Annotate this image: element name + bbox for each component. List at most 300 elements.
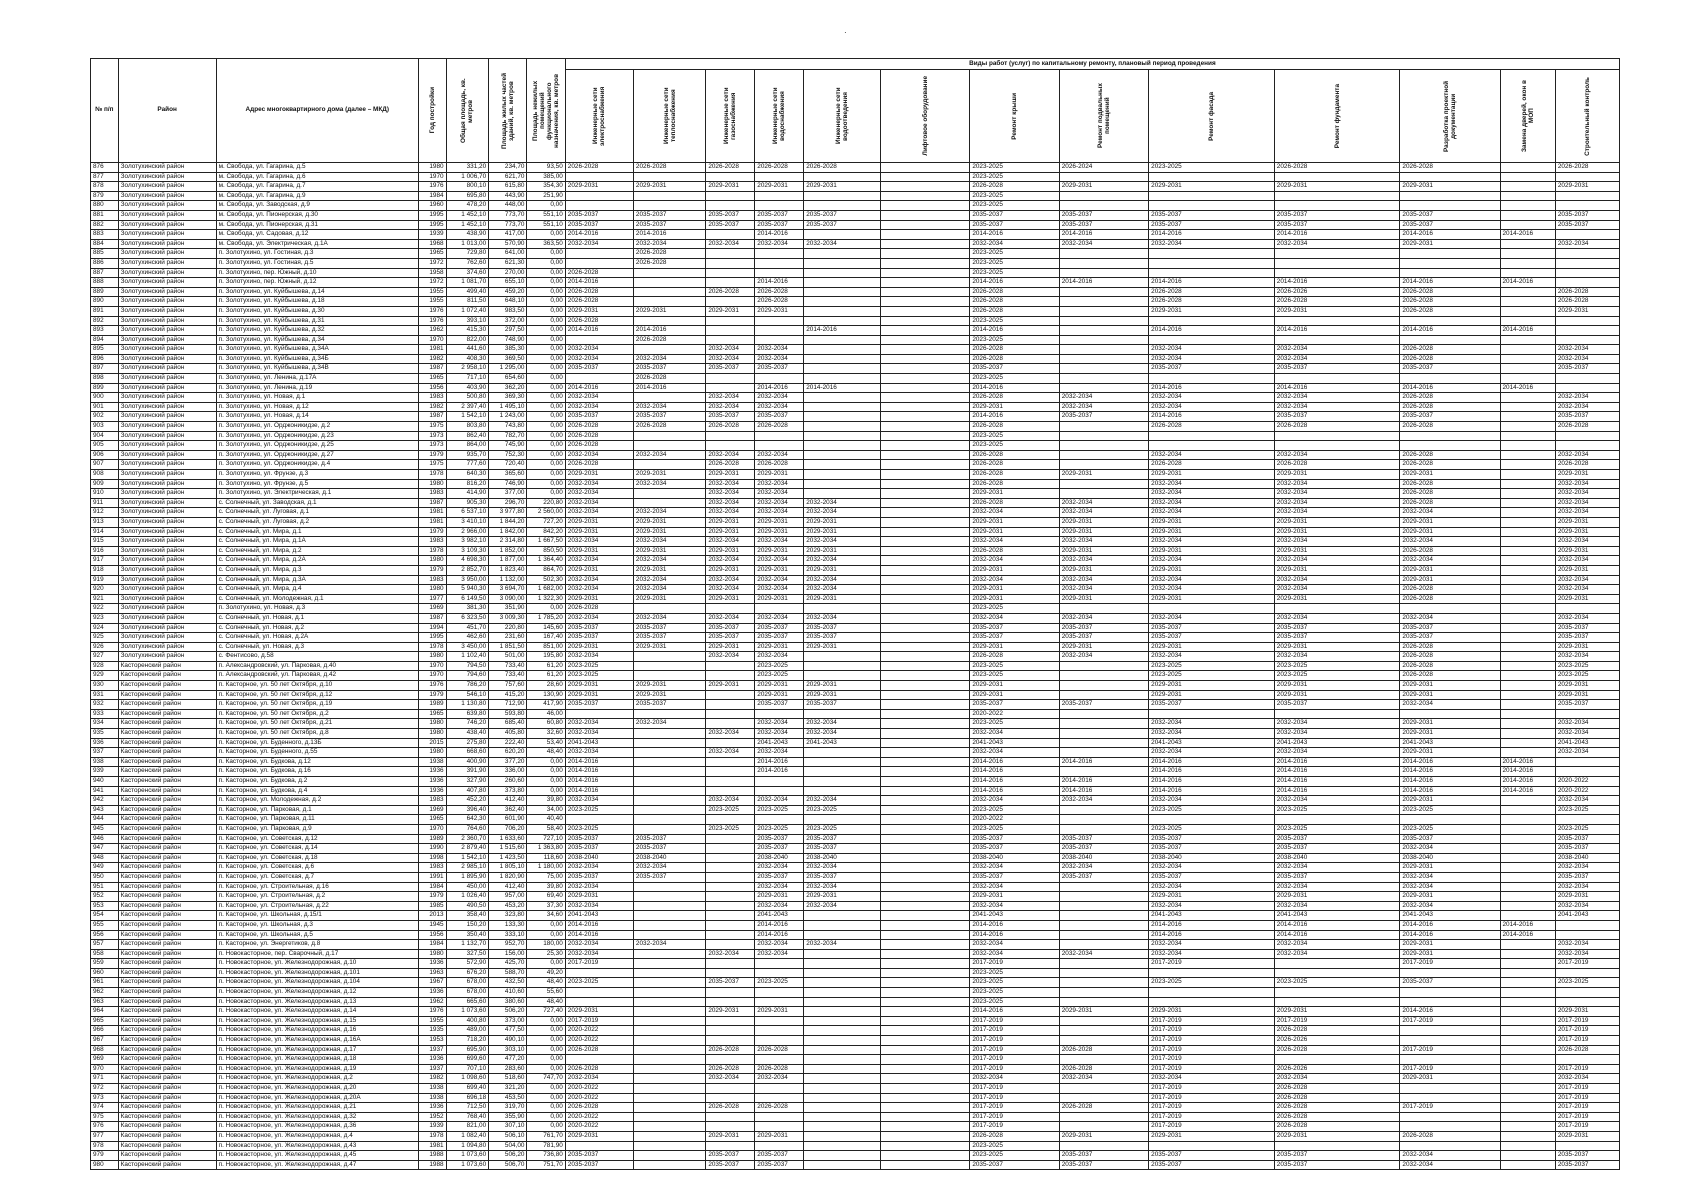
table-cell: 2017-2019 <box>1400 1103 1500 1113</box>
district-cell: Золотухинский район <box>118 508 216 518</box>
table-cell: 459,20 <box>489 287 527 297</box>
table-cell: 319,70 <box>489 1103 527 1113</box>
table-cell: 1979 <box>418 450 446 460</box>
table-cell <box>1500 517 1555 527</box>
table-cell: 2032-2034 <box>706 556 755 566</box>
table-cell: 1 098,60 <box>446 1074 489 1084</box>
table-cell: 2035-2037 <box>565 623 633 633</box>
table-cell: 2032-2034 <box>633 575 705 585</box>
table-cell <box>880 335 969 345</box>
table-cell: 2023-2025 <box>755 805 804 815</box>
table-row <box>91 661 1620 671</box>
table-cell: 130,90 <box>527 690 565 700</box>
table-cell <box>880 517 969 527</box>
table-cell: 2035-2037 <box>565 872 633 882</box>
table-cell: 2032-2034 <box>755 729 804 739</box>
district-cell: Касторенский район <box>118 872 216 882</box>
district-cell: Касторенский район <box>118 882 216 892</box>
table-cell: 1980 <box>418 949 446 959</box>
table-cell: 2029-2031 <box>1400 719 1500 729</box>
table-cell: 2029-2031 <box>755 1007 804 1017</box>
table-cell: 2032-2034 <box>706 508 755 518</box>
table-cell: 2029-2031 <box>1400 517 1500 527</box>
table-cell: 2032-2034 <box>804 863 881 873</box>
table-cell: 1962 <box>418 326 446 336</box>
address-cell: п. Новокасторное, ул. Железнодорожная, д.45 <box>216 1151 418 1161</box>
row-number: 979 <box>91 1151 119 1161</box>
table-cell: 2017-2019 <box>1149 1122 1275 1132</box>
table-cell: 2017-2019 <box>1555 1016 1619 1026</box>
table-cell: 69,40 <box>527 892 565 902</box>
address-cell: п. Новокасторное, ул. Железнодорожная, д.10 <box>216 959 418 969</box>
table-cell <box>880 920 969 930</box>
table-cell <box>880 383 969 393</box>
table-cell: 2017-2019 <box>1400 1064 1500 1074</box>
row-number: 922 <box>91 604 119 614</box>
table-cell: 2014-2016 <box>565 777 633 787</box>
table-cell: 2029-2031 <box>804 642 881 652</box>
address-cell: п. Касторное, ул. Буденного, д.13Б <box>216 738 418 748</box>
row-number: 927 <box>91 652 119 662</box>
address-cell: с. Солнечный, ул. Мира, д.2А <box>216 556 418 566</box>
district-cell: Касторенский район <box>118 671 216 681</box>
table-cell <box>633 498 705 508</box>
address-cell: п. Золотухино, ул. Ленина, д.17А <box>216 374 418 384</box>
table-row <box>91 892 1620 902</box>
table-row <box>91 1007 1620 1017</box>
table-cell: 2023-2025 <box>1274 661 1400 671</box>
table-cell: 782,70 <box>489 431 527 441</box>
table-cell: 2032-2034 <box>565 479 633 489</box>
table-row <box>91 460 1620 470</box>
table-cell <box>880 729 969 739</box>
table-cell: 2029-2031 <box>804 527 881 537</box>
table-cell: 2032-2034 <box>970 575 1059 585</box>
table-cell <box>633 892 705 902</box>
table-cell: 1980 <box>418 163 446 173</box>
table-cell: 2032-2034 <box>1149 537 1275 547</box>
table-cell: 1981 <box>418 345 446 355</box>
address-cell: п. Новокасторное, ул. Железнодорожная, д.43 <box>216 1141 418 1151</box>
row-number: 876 <box>91 163 119 173</box>
table-cell <box>706 920 755 930</box>
table-cell: 2032-2034 <box>565 489 633 499</box>
table-cell: 2035-2037 <box>970 220 1059 230</box>
row-number: 938 <box>91 757 119 767</box>
table-cell: 55,60 <box>527 988 565 998</box>
table-cell: 234,70 <box>489 163 527 173</box>
table-cell <box>1059 719 1148 729</box>
address-cell: п. Касторное, ул. Школьная, д.5 <box>216 930 418 940</box>
table-cell <box>1500 1122 1555 1132</box>
table-cell: 2035-2037 <box>1555 1151 1619 1161</box>
district-cell: Золотухинский район <box>118 201 216 211</box>
table-cell: 438,40 <box>446 729 489 739</box>
table-cell: 2023-2025 <box>1274 824 1400 834</box>
table-cell <box>1500 872 1555 882</box>
table-row <box>91 441 1620 451</box>
table-cell: 2026-2028 <box>804 163 881 173</box>
table-cell: 2041-2043 <box>804 738 881 748</box>
table-cell: 2 852,70 <box>446 565 489 575</box>
table-cell <box>755 201 804 211</box>
table-cell <box>880 374 969 384</box>
table-cell <box>706 1093 755 1103</box>
row-number: 911 <box>91 498 119 508</box>
address-cell: с. Солнечный, ул. Мира, д.4 <box>216 585 418 595</box>
table-cell <box>633 729 705 739</box>
table-cell: 2032-2034 <box>706 652 755 662</box>
table-cell: 417,00 <box>489 230 527 240</box>
table-cell: 2017-2019 <box>1555 1026 1619 1036</box>
table-cell: 2029-2031 <box>1274 306 1400 316</box>
address-cell: п. Касторное, ул. Будкова, д.4 <box>216 786 418 796</box>
table-cell <box>706 930 755 940</box>
table-cell: 2029-2031 <box>970 594 1059 604</box>
table-cell <box>1059 201 1148 211</box>
table-row <box>91 604 1620 614</box>
table-cell: 1956 <box>418 930 446 940</box>
table-cell: 450,00 <box>446 882 489 892</box>
row-number: 950 <box>91 872 119 882</box>
table-cell <box>633 777 705 787</box>
table-cell: 1995 <box>418 633 446 643</box>
district-cell: Золотухинский район <box>118 364 216 374</box>
table-row <box>91 297 1620 307</box>
table-cell: 2014-2016 <box>970 278 1059 288</box>
table-cell: 2029-2031 <box>633 182 705 192</box>
table-cell <box>1059 364 1148 374</box>
address-cell: с. Солнечный, ул. Мира, д.1 <box>216 527 418 537</box>
table-cell: 32,60 <box>527 729 565 739</box>
table-cell: 733,40 <box>489 671 527 681</box>
table-cell <box>1400 258 1500 268</box>
table-cell <box>880 930 969 940</box>
table-cell: 2032-2034 <box>1555 354 1619 364</box>
table-cell: 2032-2034 <box>804 498 881 508</box>
row-number: 941 <box>91 786 119 796</box>
table-cell <box>1500 163 1555 173</box>
table-cell: 2029-2031 <box>1400 239 1500 249</box>
table-cell: 0,00 <box>527 249 565 259</box>
table-cell: 1936 <box>418 988 446 998</box>
table-cell: 2026-2028 <box>1400 1131 1500 1141</box>
table-cell <box>880 441 969 451</box>
table-cell: 695,80 <box>446 191 489 201</box>
table-cell: 2035-2037 <box>1555 700 1619 710</box>
address-cell: п. Золотухино, ул. Куйбышева, д.14 <box>216 287 418 297</box>
address-cell: с. Солнечный, ул. Луговая, д.1 <box>216 508 418 518</box>
table-cell <box>804 249 881 259</box>
table-cell: 2014-2016 <box>1274 278 1400 288</box>
table-cell <box>1059 326 1148 336</box>
table-cell <box>1500 287 1555 297</box>
table-cell: 2026-2028 <box>1400 345 1500 355</box>
table-cell: 2014-2016 <box>970 326 1059 336</box>
row-number: 885 <box>91 249 119 259</box>
table-cell: 2029-2031 <box>1149 470 1275 480</box>
table-cell <box>880 1112 969 1122</box>
table-cell: 2017-2019 <box>1149 1016 1275 1026</box>
table-cell: 2014-2016 <box>1500 230 1555 240</box>
table-cell: 850,50 <box>527 546 565 556</box>
table-cell: 0,00 <box>527 412 565 422</box>
table-cell <box>1059 978 1148 988</box>
table-cell: 1965 <box>418 709 446 719</box>
table-cell: 2029-2031 <box>1149 690 1275 700</box>
table-cell <box>1500 633 1555 643</box>
table-cell <box>1059 1112 1148 1122</box>
table-cell: 2029-2031 <box>970 517 1059 527</box>
table-row <box>91 652 1620 662</box>
table-cell: 2026-2028 <box>755 287 804 297</box>
table-cell: 2023-2025 <box>970 268 1059 278</box>
table-cell <box>1500 978 1555 988</box>
row-number: 978 <box>91 1141 119 1151</box>
table-cell <box>565 258 633 268</box>
table-cell <box>633 1007 705 1017</box>
table-cell: 2032-2034 <box>1274 613 1400 623</box>
table-cell: 373,00 <box>489 1016 527 1026</box>
table-cell: 2032-2034 <box>755 882 804 892</box>
table-cell: 2029-2031 <box>970 892 1059 902</box>
table-cell: 2014-2016 <box>755 920 804 930</box>
row-number: 880 <box>91 201 119 211</box>
table-row <box>91 278 1620 288</box>
table-cell: 2026-2028 <box>1555 460 1619 470</box>
table-cell: 34,60 <box>527 911 565 921</box>
table-cell: 2032-2034 <box>706 354 755 364</box>
address-cell: п. Золотухино, ул. Электрическая, д.1 <box>216 489 418 499</box>
table-cell: 333,10 <box>489 930 527 940</box>
table-cell: 2014-2016 <box>970 757 1059 767</box>
table-cell: 2029-2031 <box>565 892 633 902</box>
table-cell <box>1059 1093 1148 1103</box>
table-cell: 2032-2034 <box>633 556 705 566</box>
table-row <box>91 354 1620 364</box>
table-cell: 2032-2034 <box>755 402 804 412</box>
table-cell: 2032-2034 <box>1274 585 1400 595</box>
table-cell <box>880 757 969 767</box>
table-cell <box>1400 191 1500 201</box>
table-cell: 746,20 <box>446 719 489 729</box>
table-cell: 803,80 <box>446 422 489 432</box>
table-cell <box>880 249 969 259</box>
table-cell <box>1500 441 1555 451</box>
table-cell: 1 495,10 <box>489 402 527 412</box>
table-cell <box>804 988 881 998</box>
address-cell: п. Золотухино, ул. Куйбышева, д.31 <box>216 316 418 326</box>
table-cell: 1962 <box>418 997 446 1007</box>
table-cell <box>706 374 755 384</box>
table-cell: 5 940,30 <box>446 585 489 595</box>
table-cell: 2017-2019 <box>1149 1026 1275 1036</box>
table-cell: 2029-2031 <box>755 642 804 652</box>
table-cell <box>1500 316 1555 326</box>
district-cell: Золотухинский район <box>118 239 216 249</box>
table-row <box>91 1064 1620 1074</box>
table-cell: 2032-2034 <box>970 537 1059 547</box>
table-cell: 2032-2034 <box>706 479 755 489</box>
row-number: 881 <box>91 210 119 220</box>
table-cell: 2029-2031 <box>1149 306 1275 316</box>
table-cell: 685,40 <box>489 719 527 729</box>
district-cell: Золотухинский район <box>118 585 216 595</box>
table-cell: 40,40 <box>527 815 565 825</box>
table-cell <box>1500 968 1555 978</box>
table-cell: 2029-2031 <box>565 1131 633 1141</box>
row-number: 877 <box>91 172 119 182</box>
table-cell <box>633 748 705 758</box>
table-cell <box>1500 220 1555 230</box>
table-cell: 0,00 <box>527 479 565 489</box>
table-cell: 336,00 <box>489 767 527 777</box>
table-cell: 2017-2019 <box>1555 959 1619 969</box>
table-cell: 415,30 <box>446 326 489 336</box>
table-cell: 706,20 <box>489 824 527 834</box>
table-cell: 2017-2019 <box>1555 1112 1619 1122</box>
table-cell: 2014-2016 <box>1500 757 1555 767</box>
row-number: 912 <box>91 508 119 518</box>
table-cell: 2029-2031 <box>755 527 804 537</box>
district-cell: Касторенский район <box>118 978 216 988</box>
table-cell: 2014-2016 <box>1400 767 1500 777</box>
table-row <box>91 930 1620 940</box>
table-cell: 412,40 <box>489 882 527 892</box>
table-cell: 1938 <box>418 757 446 767</box>
table-cell: 1969 <box>418 805 446 815</box>
table-cell <box>804 489 881 499</box>
row-number: 888 <box>91 278 119 288</box>
district-cell: Касторенский район <box>118 748 216 758</box>
table-cell: 2035-2037 <box>633 834 705 844</box>
table-cell <box>1059 815 1148 825</box>
table-cell: 1955 <box>418 297 446 307</box>
table-cell: 2029-2031 <box>1149 594 1275 604</box>
table-cell <box>1500 1112 1555 1122</box>
table-row <box>91 335 1620 345</box>
table-cell: 2029-2031 <box>970 585 1059 595</box>
table-cell: 362,40 <box>489 805 527 815</box>
table-cell: 2032-2034 <box>1555 940 1619 950</box>
table-cell: 1995 <box>418 210 446 220</box>
table-cell: 2014-2016 <box>755 230 804 240</box>
district-cell: Касторенский район <box>118 661 216 671</box>
table-cell: 2014-2016 <box>1500 326 1555 336</box>
table-cell: 2032-2034 <box>565 940 633 950</box>
table-cell: 37,30 <box>527 901 565 911</box>
table-cell: 2029-2031 <box>755 681 804 691</box>
table-cell: 2017-2019 <box>970 1026 1059 1036</box>
table-cell: 2032-2034 <box>633 508 705 518</box>
table-cell: 2035-2037 <box>1059 700 1148 710</box>
table-cell: 2017-2019 <box>1400 1016 1500 1026</box>
table-cell: 2032-2034 <box>1149 901 1275 911</box>
table-cell: 0,00 <box>527 786 565 796</box>
table-cell: 1976 <box>418 306 446 316</box>
table-cell: 2014-2016 <box>1059 786 1148 796</box>
table-cell <box>804 297 881 307</box>
table-cell <box>1500 546 1555 556</box>
table-cell: 2035-2037 <box>633 844 705 854</box>
row-number: 960 <box>91 968 119 978</box>
table-row <box>91 1045 1620 1055</box>
table-cell <box>706 335 755 345</box>
table-cell: 2017-2019 <box>565 1016 633 1026</box>
address-cell: м. Свобода, ул. Электрическая, д.1А <box>216 239 418 249</box>
table-cell <box>1500 422 1555 432</box>
table-cell <box>1500 1131 1555 1141</box>
table-cell: 1975 <box>418 460 446 470</box>
table-cell: 2032-2034 <box>1274 345 1400 355</box>
table-cell: 2026-2028 <box>565 316 633 326</box>
table-cell <box>1500 681 1555 691</box>
table-row <box>91 1151 1620 1161</box>
table-row <box>91 517 1620 527</box>
address-cell: п. Новокасторное, ул. Железнодорожная, д.20 <box>216 1084 418 1094</box>
table-cell: 2029-2031 <box>1555 1007 1619 1017</box>
table-cell: 2023-2025 <box>1555 671 1619 681</box>
table-cell: 2032-2034 <box>1149 1074 1275 1084</box>
table-cell <box>633 278 705 288</box>
table-cell: 654,60 <box>489 374 527 384</box>
table-cell: 1978 <box>418 642 446 652</box>
table-cell <box>1400 335 1500 345</box>
table-cell: 2029-2031 <box>1149 527 1275 537</box>
table-cell: 2032-2034 <box>565 508 633 518</box>
table-cell: 2035-2037 <box>1274 633 1400 643</box>
address-cell: п. Новокасторное, ул. Железнодорожная, д.13 <box>216 997 418 1007</box>
table-row <box>91 575 1620 585</box>
table-cell: 2035-2037 <box>755 1151 804 1161</box>
table-cell <box>633 201 705 211</box>
table-cell <box>1149 968 1275 978</box>
row-number: 967 <box>91 1036 119 1046</box>
address-cell: п. Касторное, ул. Будкова, д.2 <box>216 777 418 787</box>
table-cell: 2014-2016 <box>1500 777 1555 787</box>
table-cell: 2038-2040 <box>1400 853 1500 863</box>
table-cell: 2029-2031 <box>633 517 705 527</box>
table-cell: 195,80 <box>527 652 565 662</box>
table-cell: 2017-2019 <box>1555 1122 1619 1132</box>
table-cell: 695,90 <box>446 1045 489 1055</box>
table-cell: 2032-2034 <box>755 239 804 249</box>
row-number: 917 <box>91 556 119 566</box>
row-number: 930 <box>91 681 119 691</box>
table-cell <box>880 297 969 307</box>
table-cell <box>633 1064 705 1074</box>
table-cell: 2029-2031 <box>1059 182 1148 192</box>
table-cell: 2032-2034 <box>1274 498 1400 508</box>
table-cell: 0,00 <box>527 1036 565 1046</box>
row-number: 914 <box>91 527 119 537</box>
table-cell: 641,00 <box>489 249 527 259</box>
table-cell: 48,40 <box>527 748 565 758</box>
table-row <box>91 738 1620 748</box>
table-cell: 2035-2037 <box>1149 834 1275 844</box>
table-cell <box>1274 374 1400 384</box>
table-cell <box>880 201 969 211</box>
table-cell: 2035-2037 <box>804 623 881 633</box>
table-cell: 678,00 <box>446 978 489 988</box>
table-cell: 0,00 <box>527 354 565 364</box>
table-cell <box>1500 565 1555 575</box>
district-cell: Золотухинский район <box>118 210 216 220</box>
table-cell <box>804 364 881 374</box>
table-cell: 2035-2037 <box>633 872 705 882</box>
table-cell: 2035-2037 <box>1555 210 1619 220</box>
row-number: 905 <box>91 441 119 451</box>
